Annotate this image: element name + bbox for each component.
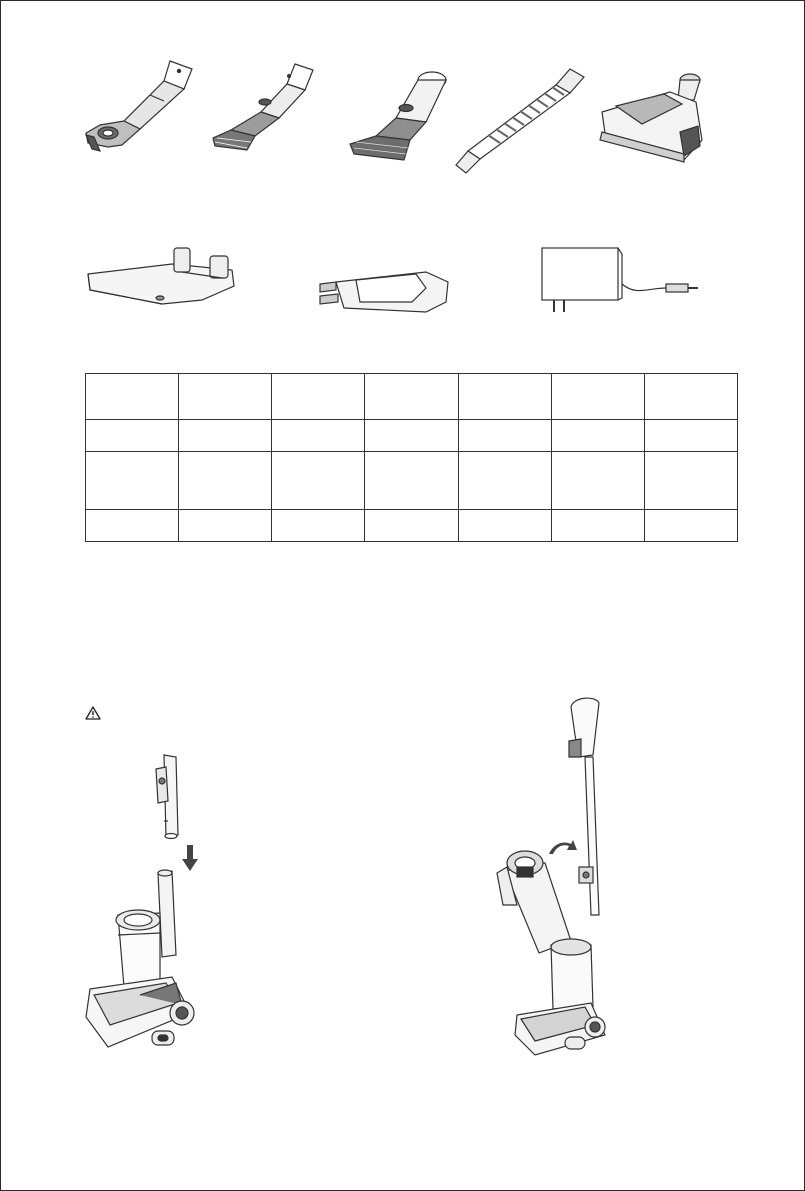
- rotate-arrow-icon: [547, 838, 577, 856]
- spec-table: [85, 373, 738, 542]
- table-cell: [365, 510, 458, 542]
- crevice-2in1-brush-illustration: [78, 55, 198, 155]
- warning-triangle-icon: [85, 706, 101, 720]
- table-cell: [644, 374, 737, 420]
- table-cell: [272, 420, 365, 452]
- table-cell: [86, 510, 179, 542]
- table-cell: [365, 452, 458, 510]
- table-cell: [272, 374, 365, 420]
- table-cell: [179, 452, 272, 510]
- power-adapter-illustration: [536, 242, 706, 318]
- handle-rotation-illustration: [495, 695, 625, 1057]
- extension-hose-illustration: [452, 65, 592, 180]
- table-cell: [365, 420, 458, 452]
- table-cell: [458, 374, 551, 420]
- table-cell: [86, 420, 179, 452]
- table-cell: [179, 510, 272, 542]
- table-cell: [272, 452, 365, 510]
- table-cell: [644, 420, 737, 452]
- table-cell: [179, 420, 272, 452]
- table-cell: [644, 510, 737, 542]
- table-cell: [179, 374, 272, 420]
- wall-mount-adapter-illustration: [316, 262, 456, 317]
- table-cell: [551, 452, 644, 510]
- tube-insertion-illustration: [80, 755, 220, 1055]
- table-cell: [86, 452, 179, 510]
- table-row: [86, 374, 738, 420]
- table-cell: [551, 420, 644, 452]
- mini-motorized-brush-illustration: [592, 70, 712, 170]
- arrow-down-icon: [182, 845, 198, 871]
- table-row: [86, 420, 738, 452]
- table-cell: [272, 510, 365, 542]
- table-cell: [551, 374, 644, 420]
- table-row: [86, 510, 738, 542]
- table-cell: [644, 452, 737, 510]
- table-cell: [458, 420, 551, 452]
- table-cell: [551, 510, 644, 542]
- table-cell: [458, 510, 551, 542]
- charging-base-illustration: [82, 242, 242, 312]
- soft-bristle-brush-illustration: [205, 58, 320, 158]
- table-cell: [86, 374, 179, 420]
- table-cell: [458, 452, 551, 510]
- table-row: [86, 452, 738, 510]
- table-cell: [365, 374, 458, 420]
- wide-nozzle-brush-illustration: [340, 62, 455, 167]
